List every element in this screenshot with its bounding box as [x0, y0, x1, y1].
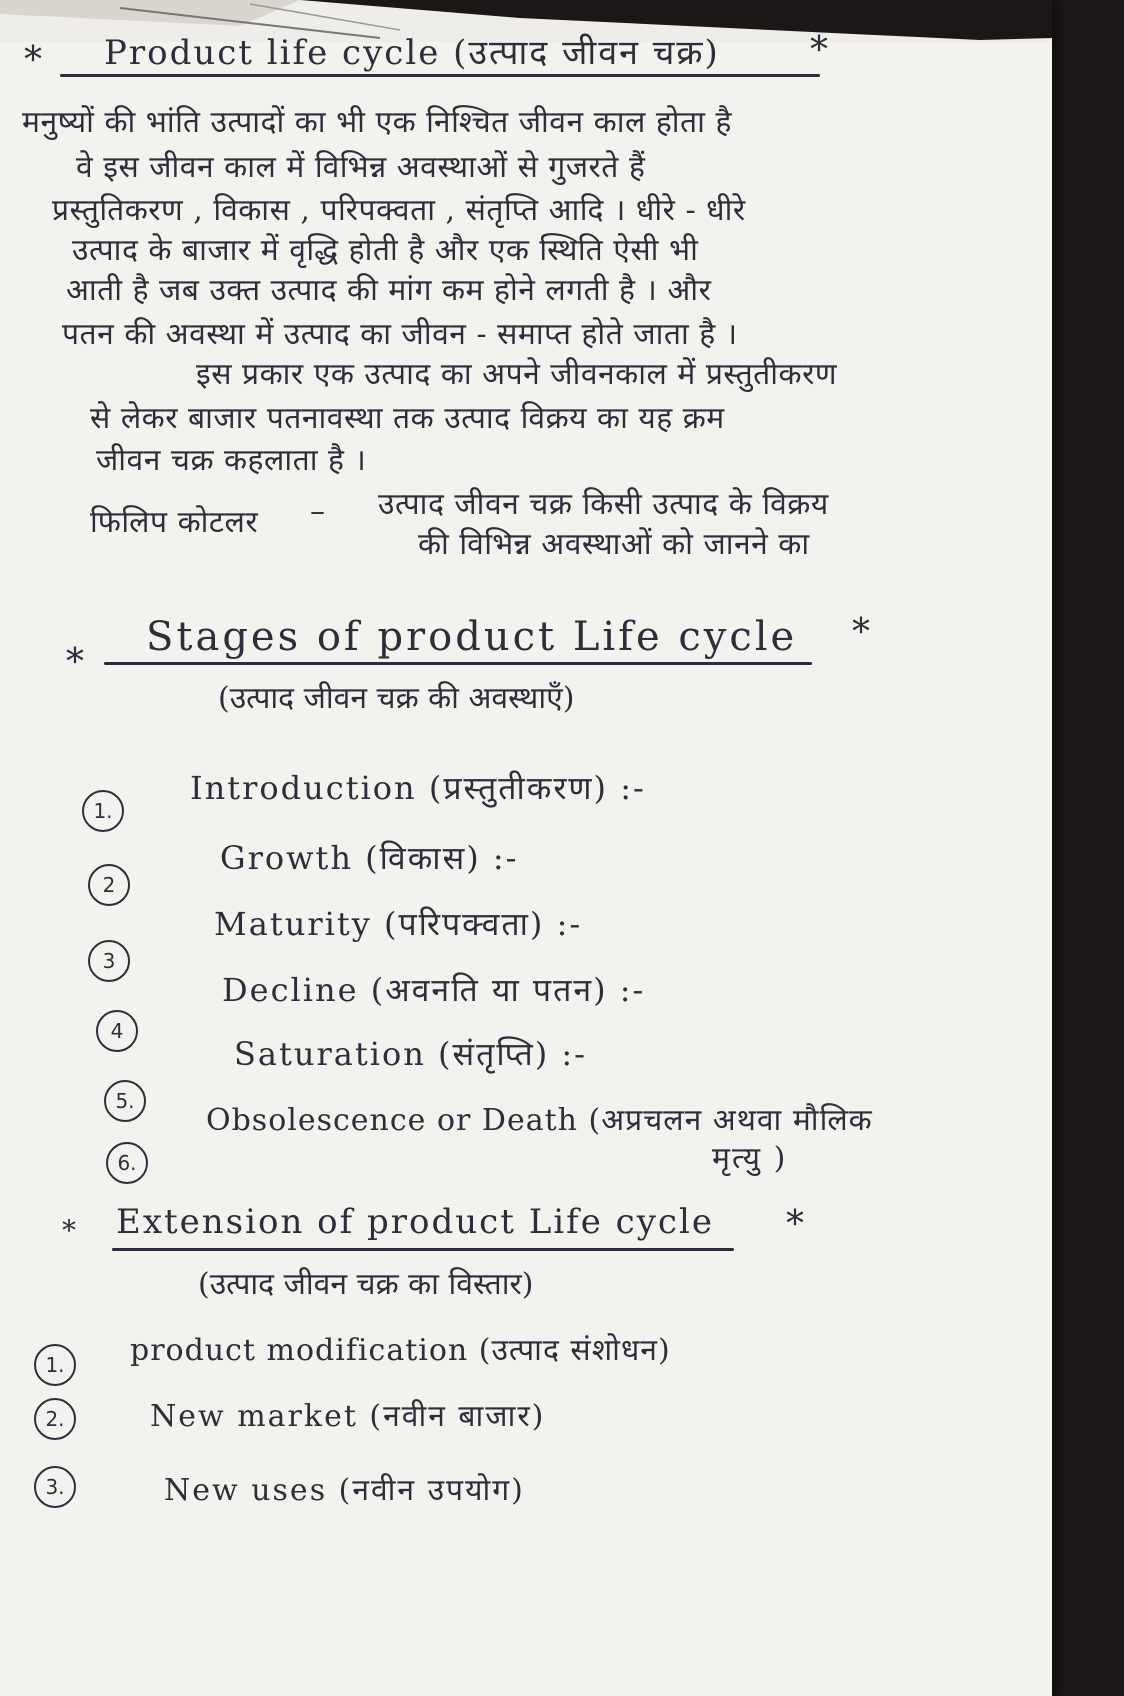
- stage-item-continued: मृत्यु ): [712, 1141, 788, 1176]
- stage-number: 1.: [82, 790, 124, 832]
- stage-item: Decline (अवनति या पतन) :-: [222, 971, 646, 1009]
- kotler-line: उत्पाद जीवन चक्र किसी उत्पाद के विक्रय: [378, 487, 829, 522]
- stage-item: Obsolescence or Death (अप्रचलन अथवा मौलिक: [206, 1103, 873, 1138]
- intro-line: पतन की अवस्था में उत्पाद का जीवन - समाप्त होते जाता है ।: [62, 317, 738, 352]
- kotler-dash: –: [310, 494, 326, 529]
- stage-number: 4: [96, 1010, 138, 1052]
- stage-number: 6.: [106, 1142, 148, 1184]
- extension-item: New market (नवीन बाजार): [150, 1399, 546, 1434]
- stages-heading-underline: [104, 662, 812, 665]
- kotler-name: फिलिप कोटलर: [90, 505, 259, 540]
- stage-item: Saturation (संतृप्ति) :-: [234, 1035, 587, 1073]
- title-underline: [60, 74, 820, 77]
- stage-item: Growth (विकास) :-: [220, 839, 519, 877]
- definition-line: से लेकर बाजार पतनावस्था तक उत्पाद विक्रय का यह क्रम: [90, 401, 725, 436]
- title-star-left: *: [24, 40, 42, 81]
- stage-number: 2: [88, 864, 130, 906]
- definition-line: इस प्रकार एक उत्पाद का अपने जीवनकाल में प्रस्तुतीकरण: [196, 357, 838, 392]
- extension-heading-underline: [112, 1248, 734, 1251]
- stages-heading: Stages of product Life cycle: [146, 614, 798, 660]
- intro-line: मनुष्यों की भांति उत्पादों का भी एक निश्चित जीवन काल होता है: [22, 105, 732, 140]
- extension-item: New uses (नवीन उपयोग): [164, 1473, 525, 1508]
- page-title: Product life cycle (उत्पाद जीवन चक्र): [104, 33, 720, 73]
- intro-line: उत्पाद के बाजार में वृद्धि होती है और एक स्थिति ऐसी भी: [72, 233, 699, 268]
- intro-line: प्रस्तुतिकरण , विकास , परिपक्वता , संतृप्ति आदि । धीरे - धीरे: [52, 193, 746, 228]
- stages-heading-subtitle: (उत्पाद जीवन चक्र की अवस्थाएँ): [218, 681, 575, 716]
- extension-number: 3.: [34, 1466, 76, 1508]
- stage-number: 5.: [104, 1080, 146, 1122]
- extension-heading-star-right: *: [786, 1204, 804, 1245]
- stage-item: Maturity (परिपक्वता) :-: [214, 905, 583, 943]
- intro-line: वे इस जीवन काल में विभिन्न अवस्थाओं से गुजरते हैं: [76, 150, 646, 185]
- stage-item: Introduction (प्रस्तुतीकरण) :-: [190, 769, 646, 807]
- stages-heading-star-left: *: [66, 642, 84, 683]
- extension-heading: Extension of product Life cycle: [116, 1202, 714, 1242]
- intro-line: आती है जब उक्त उत्पाद की मांग कम होने लगती है । और: [66, 273, 712, 308]
- kotler-line: की विभिन्न अवस्थाओं को जानने का: [418, 527, 810, 562]
- extension-item: product modification (उत्पाद संशोधन): [130, 1333, 671, 1368]
- stages-heading-star-right: *: [852, 612, 870, 653]
- title-star-right: *: [810, 30, 828, 71]
- extension-heading-star-left: *: [62, 1214, 76, 1247]
- extension-number: 2.: [34, 1398, 76, 1440]
- extension-heading-subtitle: (उत्पाद जीवन चक्र का विस्तार): [198, 1267, 534, 1302]
- stage-number: 3: [88, 940, 130, 982]
- extension-number: 1.: [34, 1344, 76, 1386]
- definition-line: जीवन चक्र कहलाता है ।: [96, 443, 367, 478]
